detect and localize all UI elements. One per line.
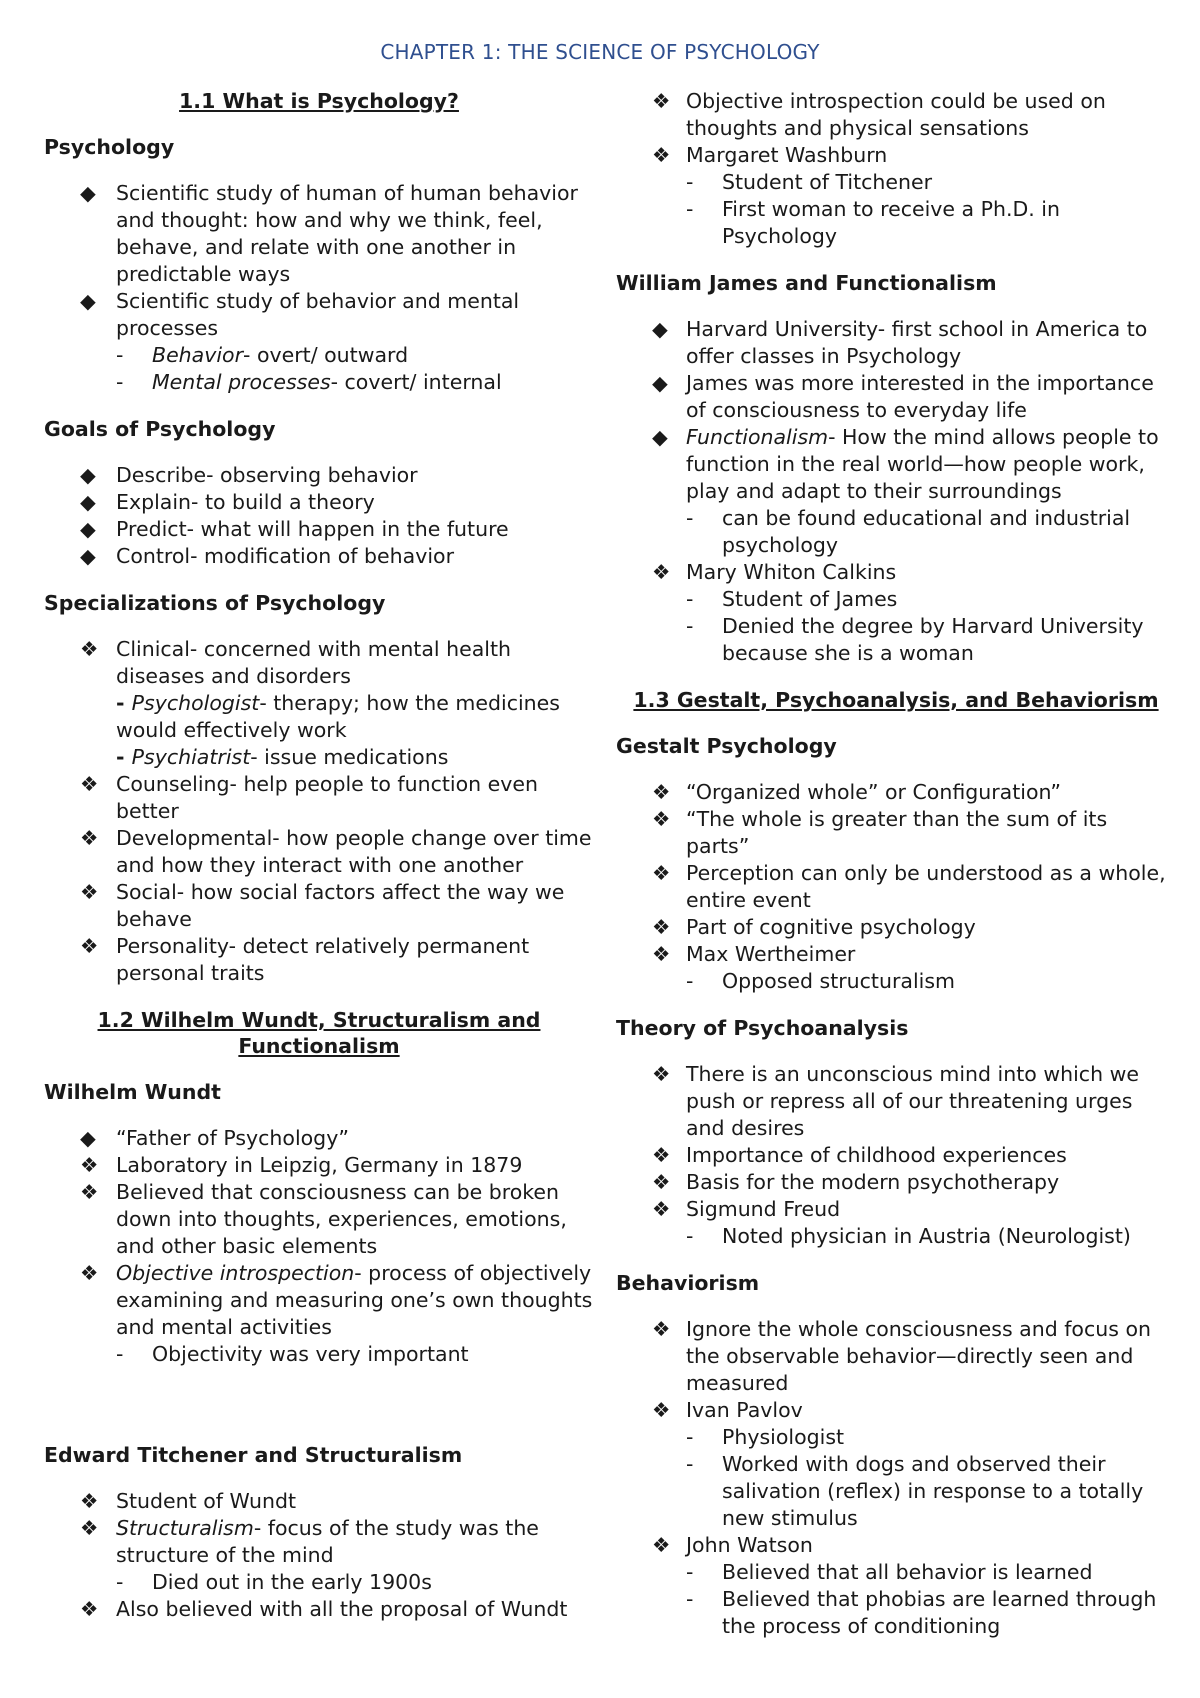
sub-item: - Denied the degree by Harvard University because she is a woman	[686, 614, 1144, 665]
dash-icon: -	[686, 969, 694, 993]
list-continued	[616, 88, 1176, 250]
heading-specializations: Specializations of Psychology	[44, 591, 386, 615]
black-diamond-icon: ◆	[652, 371, 668, 395]
dash-icon: -	[686, 1224, 694, 1248]
list-item: ❖ “Organized whole” or Configuration”	[652, 780, 1062, 804]
list-item: ❖ Also believed with all the proposal of Wundt	[80, 1597, 568, 1621]
four-petal-diamond-icon: ❖	[652, 1170, 671, 1194]
list-item: ◆ “Father of Psychology”	[80, 1126, 349, 1150]
four-petal-diamond-icon: ❖	[652, 1197, 671, 1221]
sub-item: - can be found educational and industrial psychology	[686, 506, 1131, 557]
sub-item: - Student of James	[686, 587, 898, 611]
black-diamond-icon: ◆	[80, 544, 96, 568]
black-diamond-icon: ◆	[80, 490, 96, 514]
dash-icon: -	[686, 506, 694, 530]
section-heading-1-3: 1.3 Gestalt, Psychoanalysis, and Behaviorism	[633, 688, 1159, 712]
list-item: ❖ Clinical- concerned with mental health diseases and disorders	[80, 637, 512, 688]
list-item: ❖ Perception can only be understood as a whole, entire event	[652, 861, 1166, 912]
black-diamond-icon: ◆	[80, 289, 96, 313]
list-behaviorism	[616, 1316, 1176, 1640]
list-item: ❖ Counseling- help people to function even better	[80, 772, 538, 823]
list-item: ❖ There is an unconscious mind into which we push or repress all of our threatening urges and desires	[652, 1062, 1139, 1140]
dash-icon: -	[686, 614, 694, 638]
list-titchener	[44, 1488, 594, 1623]
four-petal-diamond-icon: ❖	[80, 1516, 99, 1540]
sub-item: - Died out in the early 1900s	[116, 1570, 432, 1594]
heading-titchener: Edward Titchener and Structuralism	[44, 1443, 463, 1467]
list-item: ❖ Social- how social factors affect the way we behave	[80, 880, 565, 931]
list-item: ❖ Ivan Pavlov	[652, 1398, 803, 1422]
black-diamond-icon: ◆	[652, 317, 668, 341]
list-item: ❖ “The whole is greater than the sum of its parts”	[652, 807, 1108, 858]
list-specializations	[44, 636, 594, 987]
sub-item: - Objectivity was very important	[116, 1342, 469, 1366]
list-item: ◆ Scientific study of behavior and mental processes	[80, 289, 520, 340]
sub-item: - Psychologist- therapy; how the medicines would effectively work	[116, 691, 560, 742]
four-petal-diamond-icon: ❖	[80, 1261, 99, 1285]
sub-item: - Behavior- overt/ outward	[116, 343, 409, 367]
dash-icon: -	[686, 170, 694, 194]
sub-item: - Mental processes- covert/ internal	[116, 370, 502, 394]
black-diamond-icon: ◆	[652, 425, 668, 449]
four-petal-diamond-icon: ❖	[652, 1533, 671, 1557]
four-petal-diamond-icon: ❖	[80, 772, 99, 796]
four-petal-diamond-icon: ❖	[652, 807, 671, 831]
page-title: CHAPTER 1: THE SCIENCE OF PSYCHOLOGY	[380, 40, 820, 64]
dash-icon: -	[116, 343, 124, 367]
list-item: ❖ Importance of childhood experiences	[652, 1143, 1067, 1167]
list-item: ❖ Personality- detect relatively permanent personal traits	[80, 934, 530, 985]
four-petal-diamond-icon: ❖	[652, 780, 671, 804]
sub-item: - Psychiatrist- issue medications	[116, 745, 449, 769]
four-petal-diamond-icon: ❖	[652, 915, 671, 939]
four-petal-diamond-icon: ❖	[80, 934, 99, 958]
list-item: ❖ Student of Wundt	[80, 1489, 297, 1513]
list-item: ❖ Developmental- how people change over time and how they interact with one another	[80, 826, 592, 877]
four-petal-diamond-icon: ❖	[80, 1597, 99, 1621]
black-diamond-icon: ◆	[80, 181, 96, 205]
heading-gestalt: Gestalt Psychology	[616, 734, 837, 758]
list-item: ◆ James was more interested in the importance of consciousness to everyday life	[652, 371, 1154, 422]
dash-icon: -	[116, 745, 132, 769]
right-column	[616, 88, 1176, 1660]
four-petal-diamond-icon: ❖	[652, 1143, 671, 1167]
four-petal-diamond-icon: ❖	[652, 861, 671, 885]
heading-behaviorism: Behaviorism	[616, 1271, 760, 1295]
list-item: ❖ Objective introspection- process of objectively examining and measuring one’s own thoughts and mental activities	[80, 1261, 593, 1339]
spacer	[44, 1388, 594, 1442]
list-item: ◆ Control- modification of behavior	[80, 544, 455, 568]
list-item: ❖ Max Wertheimer	[652, 942, 856, 966]
list-gestalt	[616, 779, 1176, 995]
dash-icon: -	[116, 370, 124, 394]
four-petal-diamond-icon: ❖	[652, 1062, 671, 1086]
heading-wundt: Wilhelm Wundt	[44, 1080, 221, 1104]
four-petal-diamond-icon: ❖	[80, 1153, 99, 1177]
list-item: ❖ Basis for the modern psychotherapy	[652, 1170, 1060, 1194]
sub-item: - First woman to receive a Ph.D. in Psychology	[686, 197, 1060, 248]
four-petal-diamond-icon: ❖	[652, 1398, 671, 1422]
list-item: ❖ Sigmund Freud	[652, 1197, 841, 1221]
list-wundt	[44, 1125, 594, 1368]
left-column	[44, 88, 594, 1643]
list-goals	[44, 462, 594, 570]
dash-icon: -	[116, 1570, 124, 1594]
dash-icon: -	[116, 1342, 124, 1366]
sub-item: - Believed that all behavior is learned	[686, 1560, 1093, 1584]
four-petal-diamond-icon: ❖	[80, 880, 99, 904]
list-item: ❖ Laboratory in Leipzig, Germany in 1879	[80, 1153, 523, 1177]
list-item: ❖ Objective introspection could be used on thoughts and physical sensations	[652, 89, 1106, 140]
section-heading-1-2: 1.2 Wilhelm Wundt, Structuralism and Functionalism	[97, 1008, 541, 1058]
dash-icon: -	[686, 1452, 694, 1476]
heading-goals: Goals of Psychology	[44, 417, 276, 441]
dash-icon: -	[686, 1560, 694, 1584]
sub-item: - Noted physician in Austria (Neurologist)	[686, 1224, 1131, 1248]
dash-icon: -	[116, 691, 132, 715]
four-petal-diamond-icon: ❖	[80, 826, 99, 850]
heading-psychology: Psychology	[44, 135, 175, 159]
list-psychology	[44, 180, 594, 396]
list-item: ◆ Functionalism- How the mind allows people to function in the real world—how people work, play and adapt to their surroundings	[652, 425, 1159, 503]
dash-icon: -	[686, 587, 694, 611]
four-petal-diamond-icon: ❖	[80, 1180, 99, 1204]
dash-icon: -	[686, 1425, 694, 1449]
list-item: ◆ Predict- what will happen in the future	[80, 517, 509, 541]
dash-icon: -	[686, 1587, 694, 1611]
four-petal-diamond-icon: ❖	[80, 637, 99, 661]
sub-item: - Believed that phobias are learned through the process of conditioning	[686, 1587, 1157, 1638]
list-james	[616, 316, 1176, 667]
heading-psychoanalysis: Theory of Psychoanalysis	[616, 1016, 909, 1040]
sub-item: - Student of Titchener	[686, 170, 933, 194]
black-diamond-icon: ◆	[80, 1126, 96, 1150]
list-item: ❖ John Watson	[652, 1533, 813, 1557]
heading-james: William James and Functionalism	[616, 271, 997, 295]
black-diamond-icon: ◆	[80, 517, 96, 541]
list-item: ❖ Believed that consciousness can be broken down into thoughts, experiences, emotions, and other basic elements	[80, 1180, 567, 1258]
section-heading-1-1: 1.1 What is Psychology?	[179, 89, 459, 113]
list-psychoanalysis	[616, 1061, 1176, 1250]
sub-item: - Physiologist	[686, 1425, 845, 1449]
list-item: ❖ Margaret Washburn	[652, 143, 888, 167]
four-petal-diamond-icon: ❖	[80, 1489, 99, 1513]
four-petal-diamond-icon: ❖	[652, 143, 671, 167]
list-item: ◆ Scientific study of human of human behavior and thought: how and why we think, feel, behave, and relate with one another in predictable ways	[80, 181, 578, 286]
list-item: ❖ Mary Whiton Calkins	[652, 560, 897, 584]
sub-item: - Opposed structuralism	[686, 969, 955, 993]
list-item: ◆ Explain- to build a theory	[80, 490, 375, 514]
list-item: ◆ Harvard University- first school in America to offer classes in Psychology	[652, 317, 1148, 368]
sub-item: - Worked with dogs and observed their salivation (reflex) in response to a totally new stimulus	[686, 1452, 1144, 1530]
four-petal-diamond-icon: ❖	[652, 942, 671, 966]
list-item: ❖ Ignore the whole consciousness and focus on the observable behavior—directly seen and measured	[652, 1317, 1151, 1395]
dash-icon: -	[686, 197, 694, 221]
list-item: ◆ Describe- observing behavior	[80, 463, 418, 487]
black-diamond-icon: ◆	[80, 463, 96, 487]
list-item: ❖ Part of cognitive psychology	[652, 915, 976, 939]
four-petal-diamond-icon: ❖	[652, 560, 671, 584]
four-petal-diamond-icon: ❖	[652, 89, 671, 113]
list-item: ❖ Structuralism- focus of the study was the structure of the mind	[80, 1516, 539, 1567]
four-petal-diamond-icon: ❖	[652, 1317, 671, 1341]
